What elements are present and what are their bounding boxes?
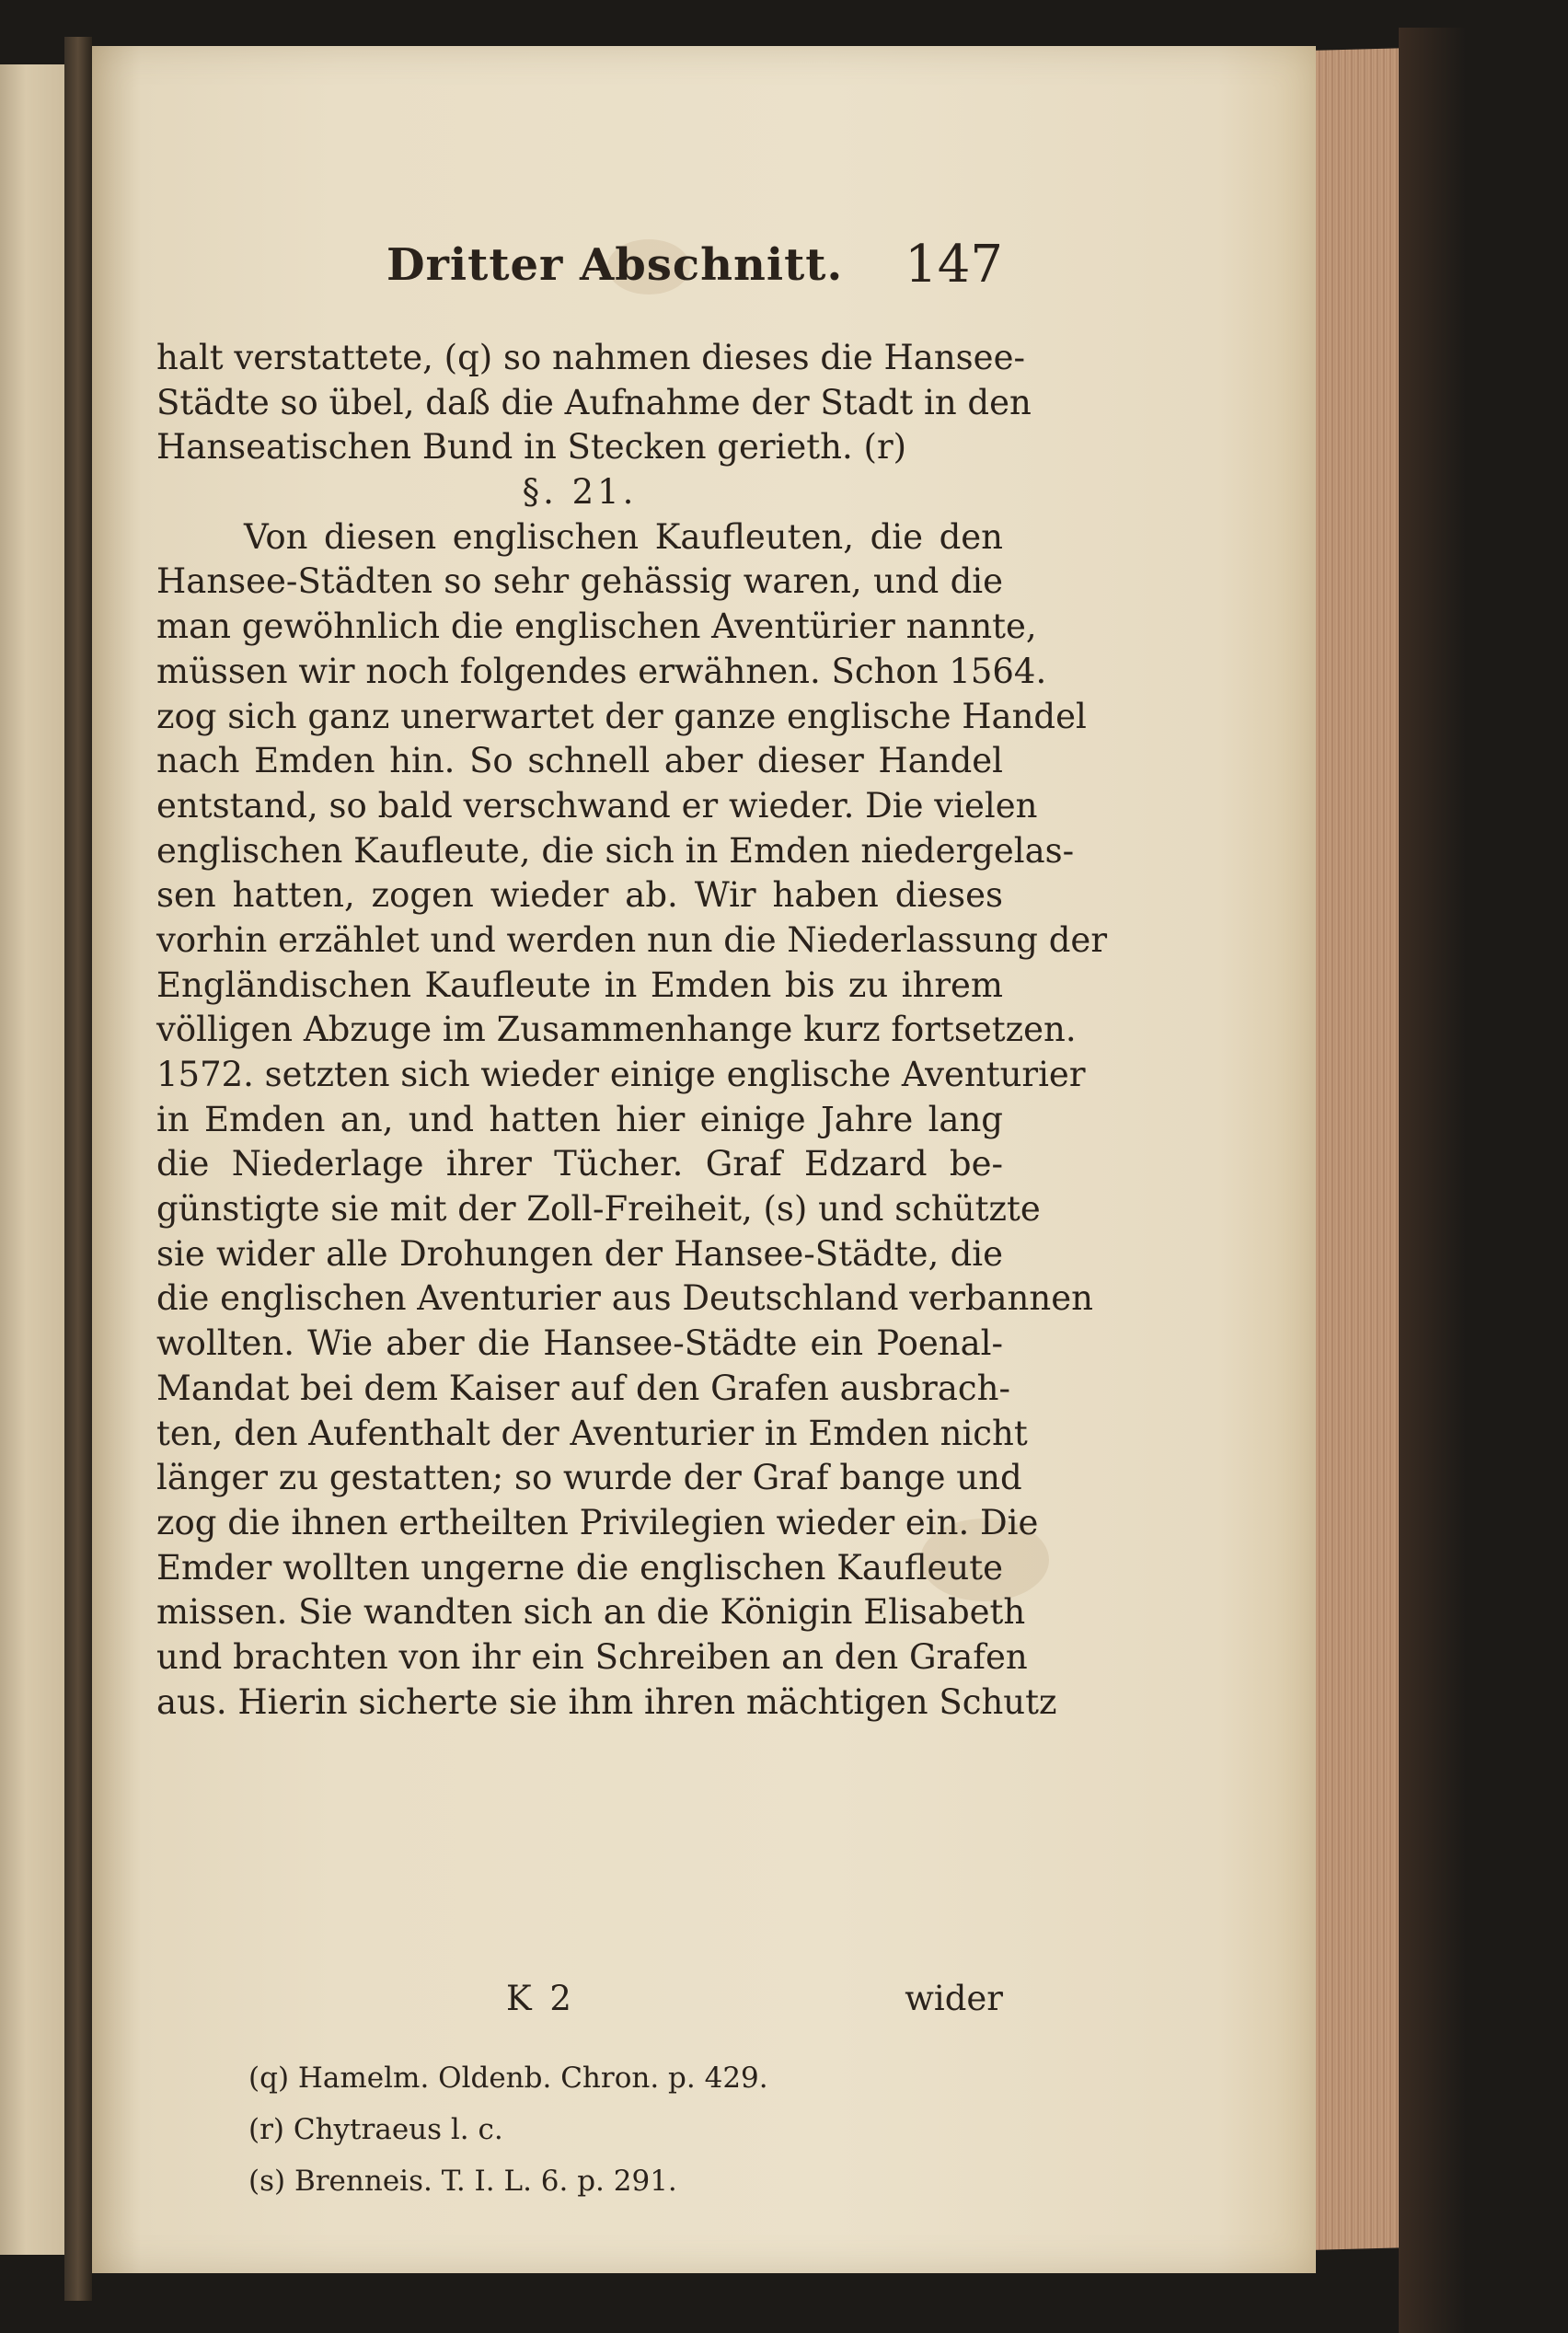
footnote-q: (q) Hamelm. Oldenb. Chron. p. 429. (248, 2062, 768, 2095)
text-line: wollten. Wie aber die Hansee-Städte ein Poenal- (156, 1323, 1003, 1364)
text-line: zog die ihnen ertheilten Privilegien wieder ein. Die (156, 1502, 1039, 1542)
text-line: die Niederlage ihrer Tücher. Graf Edzard be- (156, 1144, 1003, 1184)
text-line: Engländischen Kaufleute in Emden bis zu ihrem (156, 964, 1003, 1005)
page-text (156, 235, 1108, 2198)
text-line: man gewöhnlich die englischen Aventürier nannte, (156, 606, 1037, 647)
text-line: Mandat bei dem Kaiser auf den Grafen ausbrach- (156, 1368, 1010, 1408)
signature-mark: K 2 (506, 1979, 575, 2018)
text-line: 1572. setzten sich wieder einige englische Aventurier (156, 1055, 1086, 1094)
text-line: vorhin erzählet und werden nun die Niederlassung der (156, 919, 1108, 960)
text-line: sen hatten, zogen wieder ab. Wir haben dieses (156, 875, 1003, 916)
text-line: sie wider alle Drohungen der Hansee-Städte, die (156, 1233, 1003, 1274)
text-line: günstigte sie mit der Zoll-Freiheit, (s) und schützte (156, 1189, 1041, 1230)
book-gutter (64, 37, 92, 2301)
text-line: nach Emden hin. So schnell aber dieser Handel (156, 741, 1003, 781)
catchword: wider (905, 1979, 1003, 2018)
footnote-s: (s) Brenneis. T. I. L. 6. p. 291. (248, 2165, 677, 2198)
page-number: 147 (905, 235, 1003, 295)
footnotes (248, 2052, 985, 2207)
page-header (156, 235, 1003, 308)
text-line: aus. Hierin sicherte sie ihm ihren mächtigen Schutz (156, 1681, 1057, 1722)
text-line: die englischen Aventurier aus Deutschland verbannen (156, 1278, 1093, 1319)
body-text (156, 336, 1108, 1725)
text-line: Emder wollten ungerne die englischen Kaufleute (156, 1547, 1003, 1588)
text-line: länger zu gestatten; so wurde der Graf bange und (156, 1458, 1022, 1498)
text-line: halt verstattete, (q) so nahmen dieses die Hansee- (156, 338, 1025, 377)
text-line: Hanseatischen Bund in Stecken gerieth. (r) (156, 427, 907, 468)
text-line: ten, den Aufenthalt der Aventurier in Emden nicht (156, 1413, 1028, 1453)
text-line: englischen Kaufleute, die sich in Emden niedergelas- (156, 830, 1075, 871)
text-line: Städte so übel, daß die Aufnahme der Stadt in den (156, 382, 1032, 422)
text-line: müssen wir noch folgendes erwähnen. Schon 1564. (156, 651, 1047, 691)
text-line: zog sich ganz unerwartet der ganze englische Handel (156, 696, 1087, 736)
book-cover-shadow (1399, 28, 1568, 2333)
text-line: völligen Abzuge im Zusammenhange kurz fortsetzen. (156, 1010, 1077, 1050)
text-line: Von diesen englischen Kaufleuten, die den (244, 516, 1003, 557)
previous-page-edge (0, 64, 67, 2255)
signature-row (156, 1979, 1003, 2025)
running-title: Dritter Abschnitt. (386, 239, 844, 291)
text-line: in Emden an, und hatten hier einige Jahre lang (156, 1099, 1003, 1139)
text-line: Hansee-Städten so sehr gehässig waren, und die (156, 561, 1003, 602)
section-heading: §. 21. (522, 472, 638, 513)
text-line: und brachten von ihr ein Schreiben an den Grafen (156, 1636, 1028, 1677)
text-line: missen. Sie wandten sich an die Königin Elisabeth (156, 1592, 1026, 1633)
footnote-r: (r) Chytraeus l. c. (248, 2113, 503, 2146)
text-line: entstand, so bald verschwand er wieder. Die vielen (156, 785, 1038, 826)
